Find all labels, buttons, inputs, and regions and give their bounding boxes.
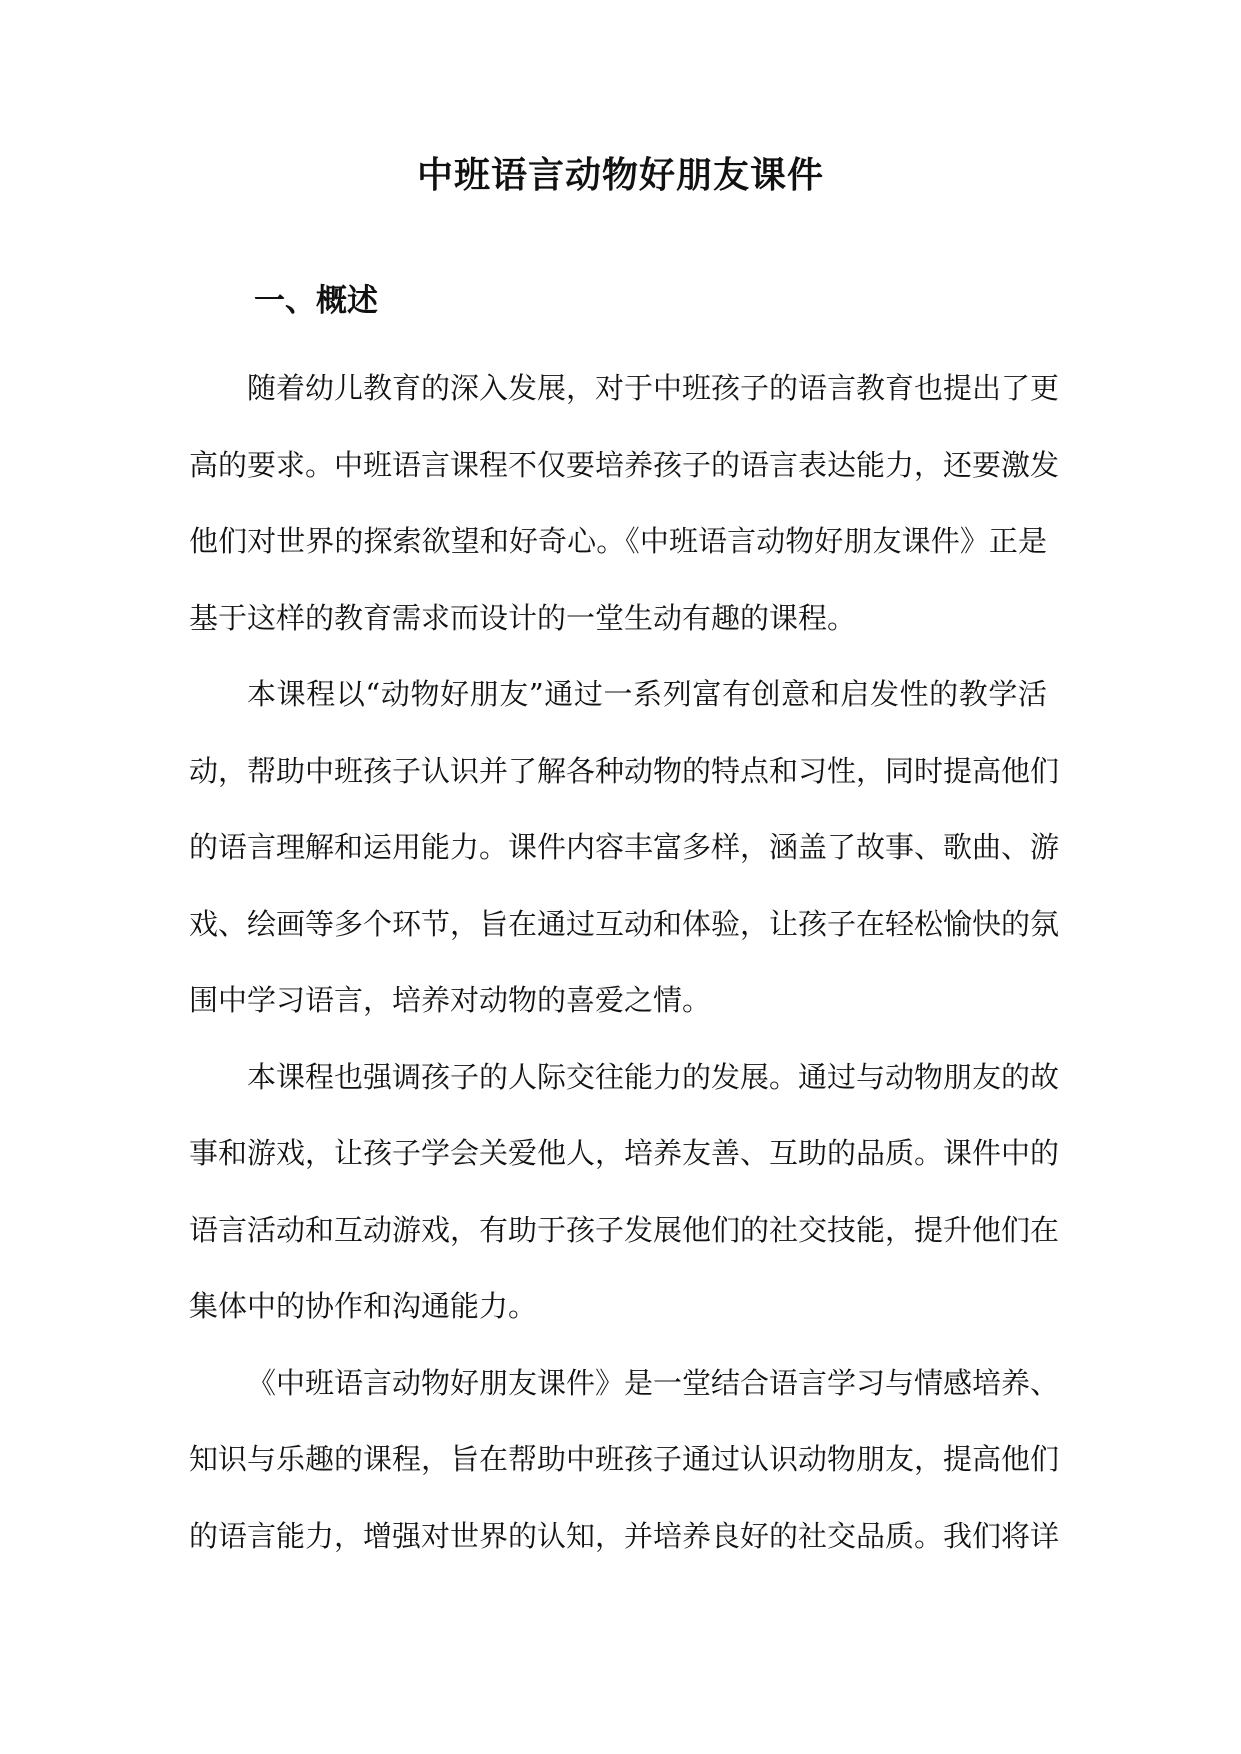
- paragraph-4-line-3: 的语言能力，增强对世界的认知，并培养良好的社交品质。我们将详: [189, 1518, 1060, 1553]
- paragraph-1-line-4: 基于这样的教育需求而设计的一堂生动有趣的课程。: [189, 600, 857, 635]
- paragraph-3-line-1: 本课程也强调孩子的人际交往能力的发展。通过与动物朋友的故: [247, 1059, 1060, 1094]
- paragraph-2-line-1: 本课程以“动物好朋友”通过一系列富有创意和启发性的教学活: [247, 677, 1047, 711]
- document-title: 中班语言动物好朋友课件: [416, 154, 824, 196]
- body-text: [189, 363, 1060, 1587]
- paragraph-4-line-1: 《中班语言动物好朋友课件》是一堂结合语言学习与情感培养、: [247, 1365, 1060, 1400]
- paragraph-2-line-2: 动，帮助中班孩子认识并了解各种动物的特点和习性，同时提高他们: [189, 753, 1060, 788]
- paragraph-3-line-2: 事和游戏，让孩子学会关爱他人，培养友善、互助的品质。课件中的: [189, 1136, 1060, 1170]
- paragraph-1-line-2: 高的要求。中班语言课程不仅要培养孩子的语言表达能力，还要激发: [189, 447, 1060, 482]
- section-heading-overview: 一、概述: [254, 283, 378, 319]
- paragraph-2-line-4: 戏、绘画等多个环节，旨在通过互动和体验，让孩子在轻松愉快的氛: [189, 906, 1060, 941]
- paragraph-3-line-3: 语言活动和互动游戏，有助于孩子发展他们的社交技能，提升他们在: [189, 1212, 1060, 1247]
- paragraph-2-line-5: 围中学习语言，培养对动物的喜爱之情。: [189, 983, 712, 1017]
- paragraph-2-line-3: 的语言理解和运用能力。课件内容丰富多样，涵盖了故事、歌曲、游: [189, 830, 1060, 864]
- paragraph-4-line-2: 知识与乐趣的课程，旨在帮助中班孩子通过认识动物朋友，提高他们: [189, 1442, 1060, 1476]
- paragraph-1-line-1: 随着幼儿教育的深入发展，对于中班孩子的语言教育也提出了更: [247, 371, 1060, 405]
- paragraph-1-line-3: 他们对世界的探索欲望和好奇心。《中班语言动物好朋友课件》正是: [189, 524, 1047, 558]
- paragraph-3-line-4: 集体中的协作和沟通能力。: [189, 1289, 538, 1323]
